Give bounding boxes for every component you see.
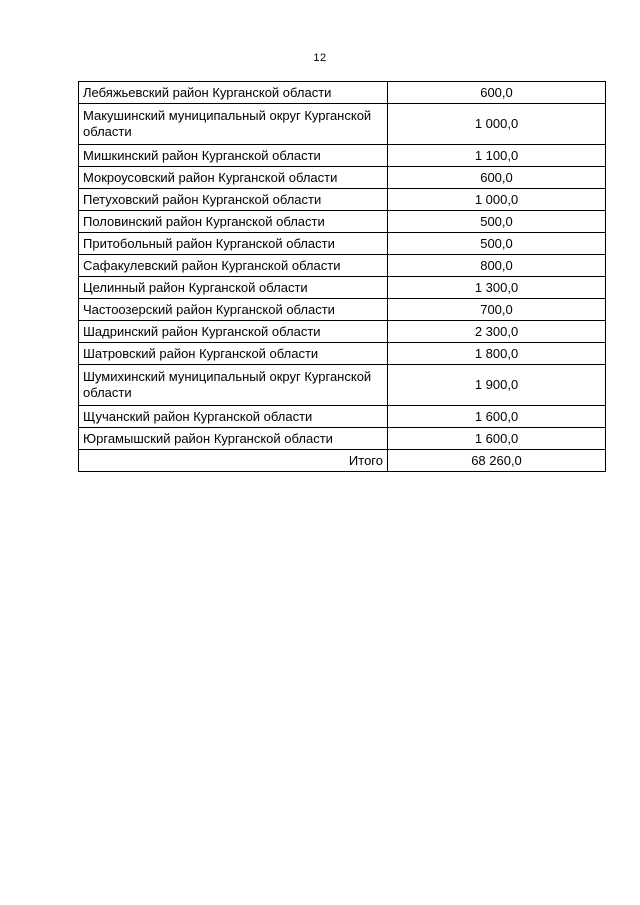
table-body (79, 82, 606, 472)
municipality-name-cell: Половинский район Курганской области (79, 211, 388, 233)
table-row (79, 343, 606, 365)
table-row (79, 211, 606, 233)
total-label: Итого (79, 450, 388, 472)
amount-cell: 1 800,0 (388, 343, 606, 365)
table-row (79, 189, 606, 211)
total-value: 68 260,0 (388, 450, 606, 472)
amount-cell: 500,0 (388, 233, 606, 255)
municipality-name-cell: Шатровский район Курганской области (79, 343, 388, 365)
amount-cell: 1 000,0 (388, 104, 606, 145)
amount-cell: 600,0 (388, 167, 606, 189)
municipality-name-cell: Мишкинский район Курганской области (79, 145, 388, 167)
table-row (79, 255, 606, 277)
amount-cell: 1 600,0 (388, 428, 606, 450)
amount-cell: 1 000,0 (388, 189, 606, 211)
municipality-name-cell: Частоозерский район Курганской области (79, 299, 388, 321)
table-row (79, 233, 606, 255)
amount-cell: 2 300,0 (388, 321, 606, 343)
amount-cell: 700,0 (388, 299, 606, 321)
amount-cell: 600,0 (388, 82, 606, 104)
table-row (79, 299, 606, 321)
table-row (79, 406, 606, 428)
municipality-name-cell: Целинный район Курганской области (79, 277, 388, 299)
municipality-name-cell: Шумихинский муниципальный округ Курганской области (79, 365, 388, 406)
municipality-name-cell: Мокроусовский район Курганской области (79, 167, 388, 189)
amount-cell: 500,0 (388, 211, 606, 233)
municipality-name-cell: Щучанский район Курганской области (79, 406, 388, 428)
table-row (79, 82, 606, 104)
table-row (79, 365, 606, 406)
table-row (79, 167, 606, 189)
table-row (79, 428, 606, 450)
municipality-name-cell: Юргамышский район Курганской области (79, 428, 388, 450)
page-number: 12 (313, 52, 327, 64)
amount-cell: 1 600,0 (388, 406, 606, 428)
municipality-name-cell: Притобольный район Курганской области (79, 233, 388, 255)
amount-cell: 1 900,0 (388, 365, 606, 406)
municipality-name-cell: Макушинский муниципальный округ Курганской области (79, 104, 388, 145)
municipality-name-cell: Лебяжьевский район Курганской области (79, 82, 388, 104)
table-row (79, 104, 606, 145)
amount-cell: 800,0 (388, 255, 606, 277)
allocation-table (78, 81, 606, 472)
municipality-name-cell: Петуховский район Курганской области (79, 189, 388, 211)
amount-cell: 1 300,0 (388, 277, 606, 299)
table-row (79, 277, 606, 299)
total-row (79, 450, 606, 472)
table-row (79, 321, 606, 343)
table-row (79, 145, 606, 167)
municipality-name-cell: Шадринский район Курганской области (79, 321, 388, 343)
municipality-name-cell: Сафакулевский район Курганской области (79, 255, 388, 277)
amount-cell: 1 100,0 (388, 145, 606, 167)
